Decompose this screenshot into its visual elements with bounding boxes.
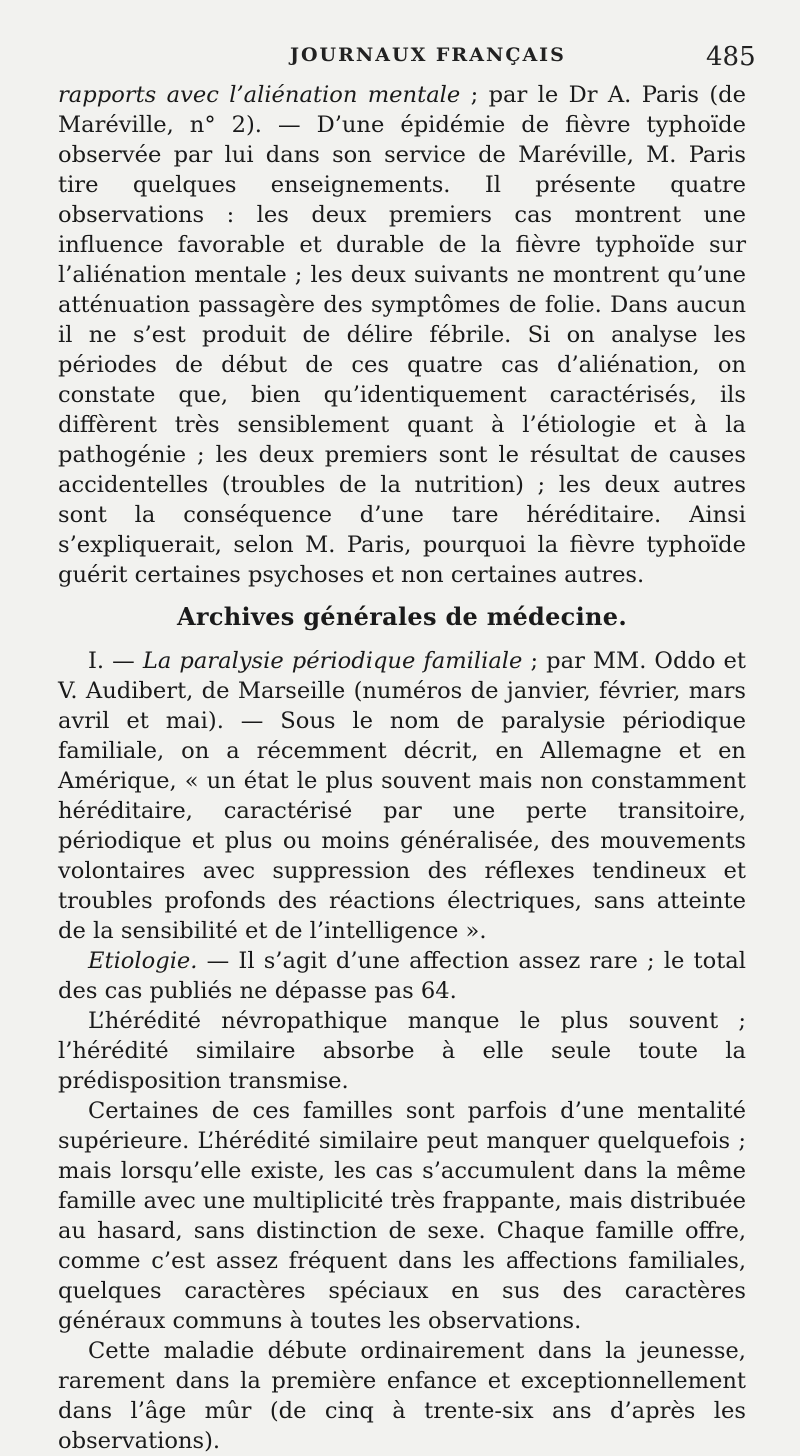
- paragraph-etiology-italic: Etiologie.: [88, 948, 198, 974]
- paragraph-fever-study-italic: rapports avec l’aliénation mentale: [58, 82, 461, 108]
- page-number: 485: [706, 42, 756, 72]
- paragraph-heredity: L’hérédité névropathique manque le plus souvent ; l’hérédité similaire absorbe à elle seule toute la prédisposition transmise.: [58, 1008, 746, 1094]
- paragraph-fever-study-text: ; par le Dr A. Paris (de Maréville, n° 2). — D’une épidémie de fièvre typhoïde observée par lui dans son service de Maréville, M. Paris tire quelques enseignements. Il présente quatre observations : les deux premiers cas montrent une influence favorable et durable de la fièvre typhoïde sur l’aliénation mentale ; les deux suivants ne montrent qu’une atténuation passagère des symptômes de folie. Dans aucun il ne s’est produit de délire fébrile. Si on analyse les périodes de début de ces quatre cas d’aliénation, on constate que, bien qu’identiquement caractérisés, ils diffèrent très sensiblement quant à l’étiologie et à la pathogénie ; les deux premiers sont le résultat de causes accidentelles (troubles de la nutrition) ; les deux autres sont la conséquence d’une tare héréditaire. Ainsi s’expliquerait, selon M. Paris, pourquoi la fièvre typhoïde guérit certaines psychoses et non certaines autres.: [58, 82, 746, 588]
- running-head: [0, 40, 800, 80]
- paragraph-periodic-paralysis-italic: La paralysie périodique familiale: [142, 648, 523, 674]
- paragraph-etiology: [58, 946, 746, 1006]
- paragraph-onset: Cette maladie débute ordinairement dans la jeunesse, rarement dans la première enfance et exceptionnellement dans l’âge mûr (de cinq à trente-six ans d’après les observations).: [58, 1338, 746, 1454]
- paragraph-fever-study: [58, 80, 746, 590]
- running-title: JOURNAUX FRANÇAIS: [290, 44, 566, 66]
- body-text: [58, 80, 746, 1456]
- paragraph-families: Certaines de ces familles sont parfois d’une mentalité supérieure. L’hérédité similaire peut manquer quelquefois ; mais lorsqu’elle existe, les cas s’accumulent dans la même famille avec une multiplicité très frappante, mais distribuée au hasard, sans distinction de sexe. Chaque famille offre, comme c’est assez fréquent dans les affections familiales, quelques caractères spéciaux en sus des caractères généraux communs à toutes les observations.: [58, 1098, 746, 1334]
- paragraph-periodic-paralysis-text: ; par MM. Oddo et V. Audibert, de Marseille (numéros de janvier, février, mars avril et mai). — Sous le nom de paralysie périodique familiale, on a récemment décrit, en Allemagne et en Amérique, « un état le plus souvent mais non constamment héréditaire, caractérisé par une perte transitoire, périodique et plus ou moins généralisée, des mouvements volontaires avec suppression des réflexes tendineux et troubles profonds des réactions électriques, sans atteinte de la sensibilité et de l’intelligence ».: [58, 648, 746, 944]
- paragraph-periodic-paralysis: [58, 646, 746, 946]
- paragraph-periodic-paralysis-lead: I. —: [88, 648, 143, 674]
- section-heading: Archives générales de médecine.: [177, 602, 627, 631]
- paragraph-etiology-text: — Il s’agit d’une affection assez rare ; le total des cas publiés ne dépasse pas 64.: [58, 948, 746, 1004]
